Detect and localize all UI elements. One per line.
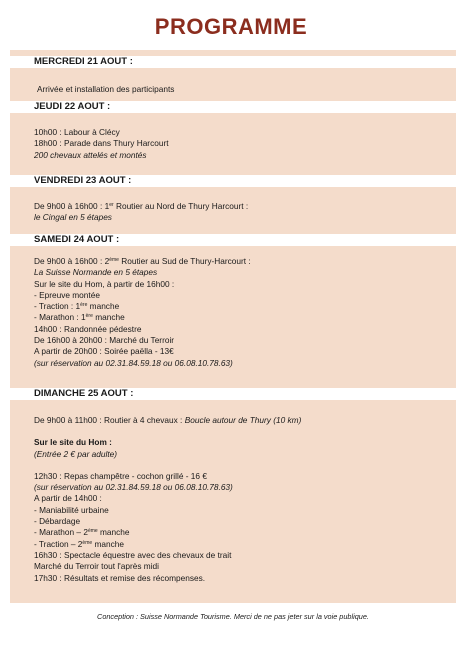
schedule-line: 12h30 : Repas champêtre - cochon grillé - 16 €: [34, 470, 207, 481]
reservation-note: (sur réservation au 02.31.84.59.18 ou 06.08.10.78.63): [34, 482, 233, 493]
day-body: [10, 187, 456, 224]
schedule-line: - Epreuve montée: [34, 289, 100, 300]
day-block-wednesday: [10, 50, 456, 98]
schedule-line: 14h00 : Randonnée pédestre: [34, 323, 142, 334]
day-block-sunday: [10, 383, 456, 603]
schedule-line: De 9h00 à 16h00 : 1er Routier au Nord de Thury Harcourt :: [34, 201, 249, 211]
schedule-line: - Maniabilité urbaine: [34, 504, 109, 515]
day-block-friday: [10, 171, 456, 231]
schedule-line: Sur le site du Hom, à partir de 16h00 :: [34, 278, 175, 289]
entry-fee-note: (Entrée 2 € par adulte): [34, 448, 118, 459]
schedule-line: De 16h00 à 20h00 : Marché du Terroir: [34, 335, 175, 346]
schedule-line: Arrivée et installation des participants: [37, 84, 175, 94]
day-body: [10, 68, 456, 95]
day-block-thursday: [10, 98, 456, 171]
schedule-note: le Cingal en 5 étapes: [34, 212, 112, 223]
day-heading: SAMEDI 24 AOUT :: [10, 234, 456, 246]
schedule-line: De 9h00 à 11h00 : Routier à 4 chevaux : Boucle autour de Thury (10 km): [34, 415, 302, 425]
page-title: PROGRAMME: [154, 14, 308, 39]
schedule-line: A partir de 20h00 : Soirée paëlla - 13€: [34, 346, 174, 357]
schedule-line: - Traction : 1ère manche: [34, 301, 120, 312]
reservation-note: (sur réservation au 02.31.84.59.18 ou 06.08.10.78.63): [34, 357, 233, 368]
schedule-line: A partir de 14h00 :: [34, 493, 102, 504]
schedule-line: 17h30 : Résultats et remise des récompenses.: [34, 572, 206, 583]
schedule-note: 200 chevaux attelés et montés: [34, 149, 147, 160]
schedule-line: - Marathon : 1ère manche: [34, 312, 125, 323]
schedule-line: 10h00 : Labour à Clécy: [34, 127, 120, 137]
venue-heading: Sur le site du Hom :: [34, 437, 112, 448]
schedule-line: Marché du Terroir tout l'après midi: [34, 561, 160, 572]
credits-footer: Conception : Suisse Normande Tourisme. Merci de ne pas jeter sur la voie publique.: [97, 612, 369, 621]
day-block-saturday: [10, 231, 456, 383]
schedule-line: - Traction – 2ème manche: [34, 538, 124, 549]
schedule-line: - Marathon – 2ème manche: [34, 527, 130, 538]
day-body: [10, 113, 456, 161]
schedule-note: La Suisse Normande en 5 étapes: [34, 267, 158, 278]
schedule-line: 16h30 : Spectacle équestre avec des chevaux de trait: [34, 549, 232, 560]
day-heading: MERCREDI 21 AOUT :: [10, 56, 456, 68]
day-heading: DIMANCHE 25 AOUT :: [10, 388, 456, 400]
schedule-line: De 9h00 à 16h00 : 2ème Routier au Sud de Thury-Harcourt :: [34, 256, 251, 266]
schedule-line: 18h00 : Parade dans Thury Harcourt: [34, 138, 169, 149]
day-body: [10, 246, 456, 369]
day-heading: VENDREDI 23 AOUT :: [10, 175, 456, 187]
day-body: [10, 400, 456, 584]
day-heading: JEUDI 22 AOUT :: [10, 101, 456, 113]
schedule-line: - Débardage: [34, 516, 81, 527]
